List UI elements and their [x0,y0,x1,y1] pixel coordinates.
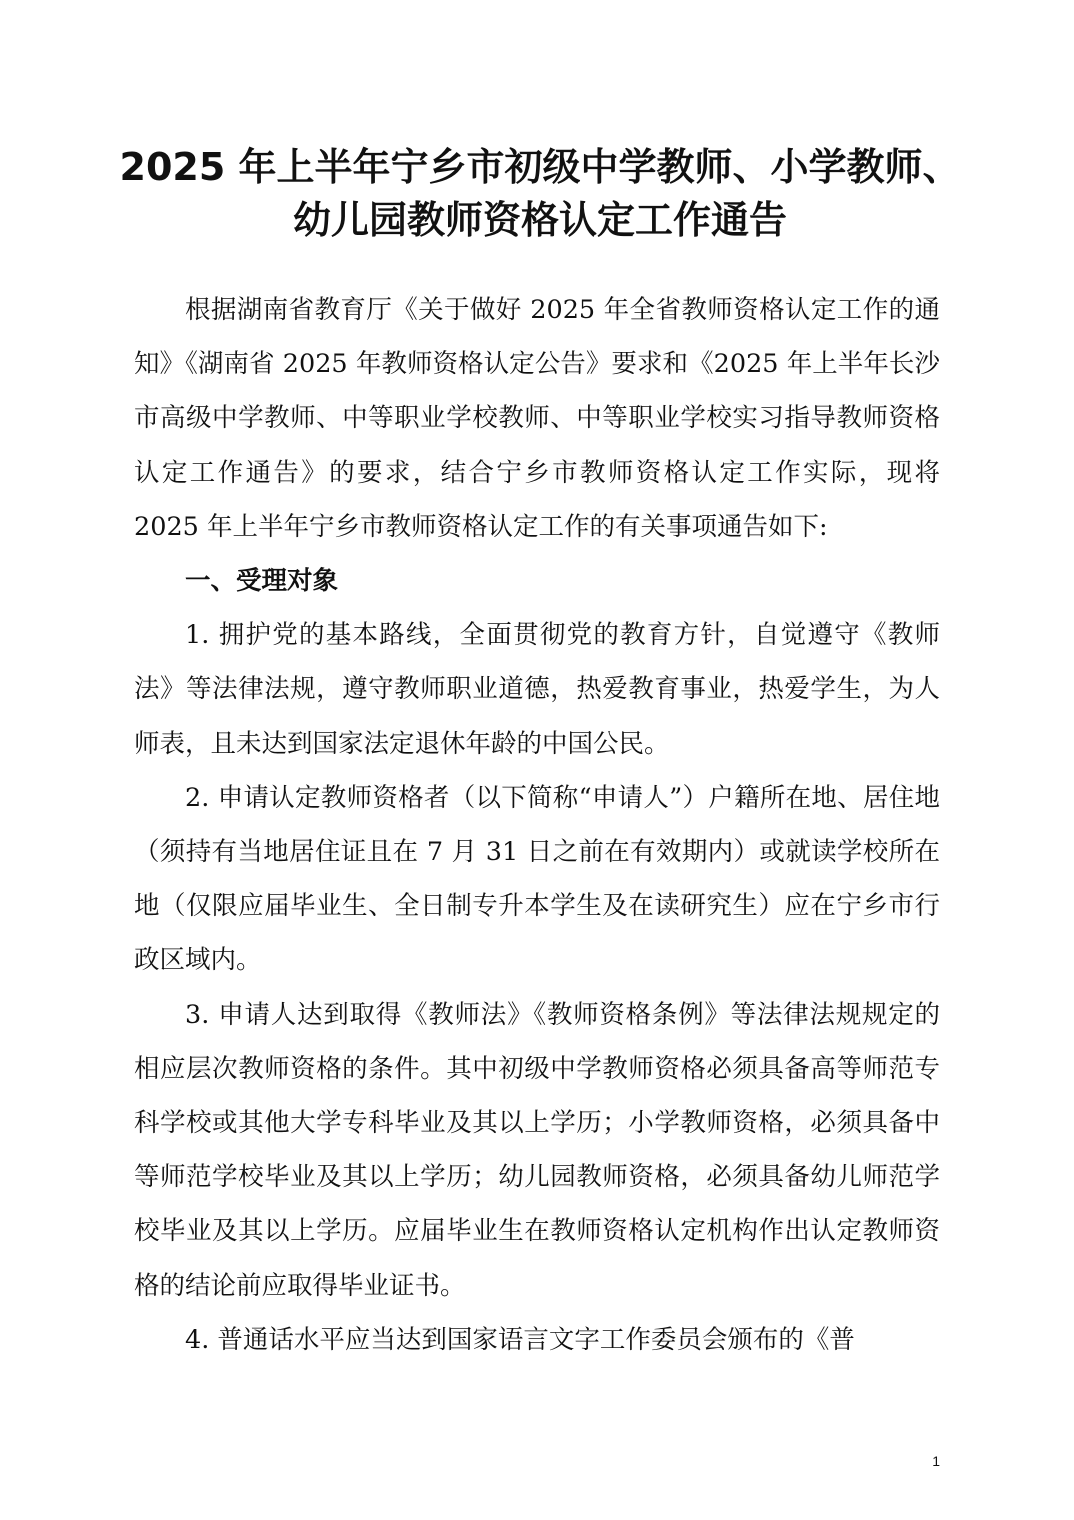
section-heading: 一、受理对象 [185,566,339,597]
document-title-line-2: 幼儿园教师资格认定工作通告 [292,198,787,242]
document-title-line-1: 2025 年上半年宁乡市初级中学教师、小学教师、 [119,145,961,189]
list-item-2: 2. 申请认定教师资格者（以下简称“申请人”）户籍所在地、居住地（须持有当地居住证且在 7 月 31 日之前在有效期内）或就读学校所在地（仅限应届毕业生、全日制专升本学生及在读研究生）应在宁乡市行政区域内。 [134,782,940,976]
intro-paragraph: 根据湖南省教育厅《关于做好 2025 年全省教师资格认定工作的通知》《湖南省 2025 年教师资格认定公告》要求和《2025 年上半年长沙市高级中学教师、中等职业学校教师、中等职业学校实习指导教师资格认定工作通告》的要求，结合宁乡市教师资格认定工作实际，现将 2025 年上半年宁乡市教师资格认定工作的有关事项通告如下: [134,295,940,542]
list-item-4: 4. 普通话水平应当达到国家语言文字工作委员会颁布的《普 [185,1324,855,1355]
list-item-3: 3. 申请人达到取得《教师法》《教师资格条例》等法律法规规定的相应层次教师资格的条件。其中初级中学教师资格必须具备高等师范专科学校或其他大学专科毕业及其以上学历；小学教师资格，必须具备中等师范学校毕业及其以上学历；幼儿园教师资格，必须具备幼儿师范学校毕业及其以上学历。应届毕业生在教师资格认定机构作出认定教师资格的结论前应取得毕业证书。 [134,999,940,1301]
page-number: 1 [932,1453,940,1469]
list-item-1: 1. 拥护党的基本路线，全面贯彻党的教育方针，自觉遵守《教师法》等法律法规，遵守教师职业道德，热爱教育事业，热爱学生，为人师表，且未达到国家法定退休年龄的中国公民。 [134,620,940,759]
document-body [134,283,940,1367]
